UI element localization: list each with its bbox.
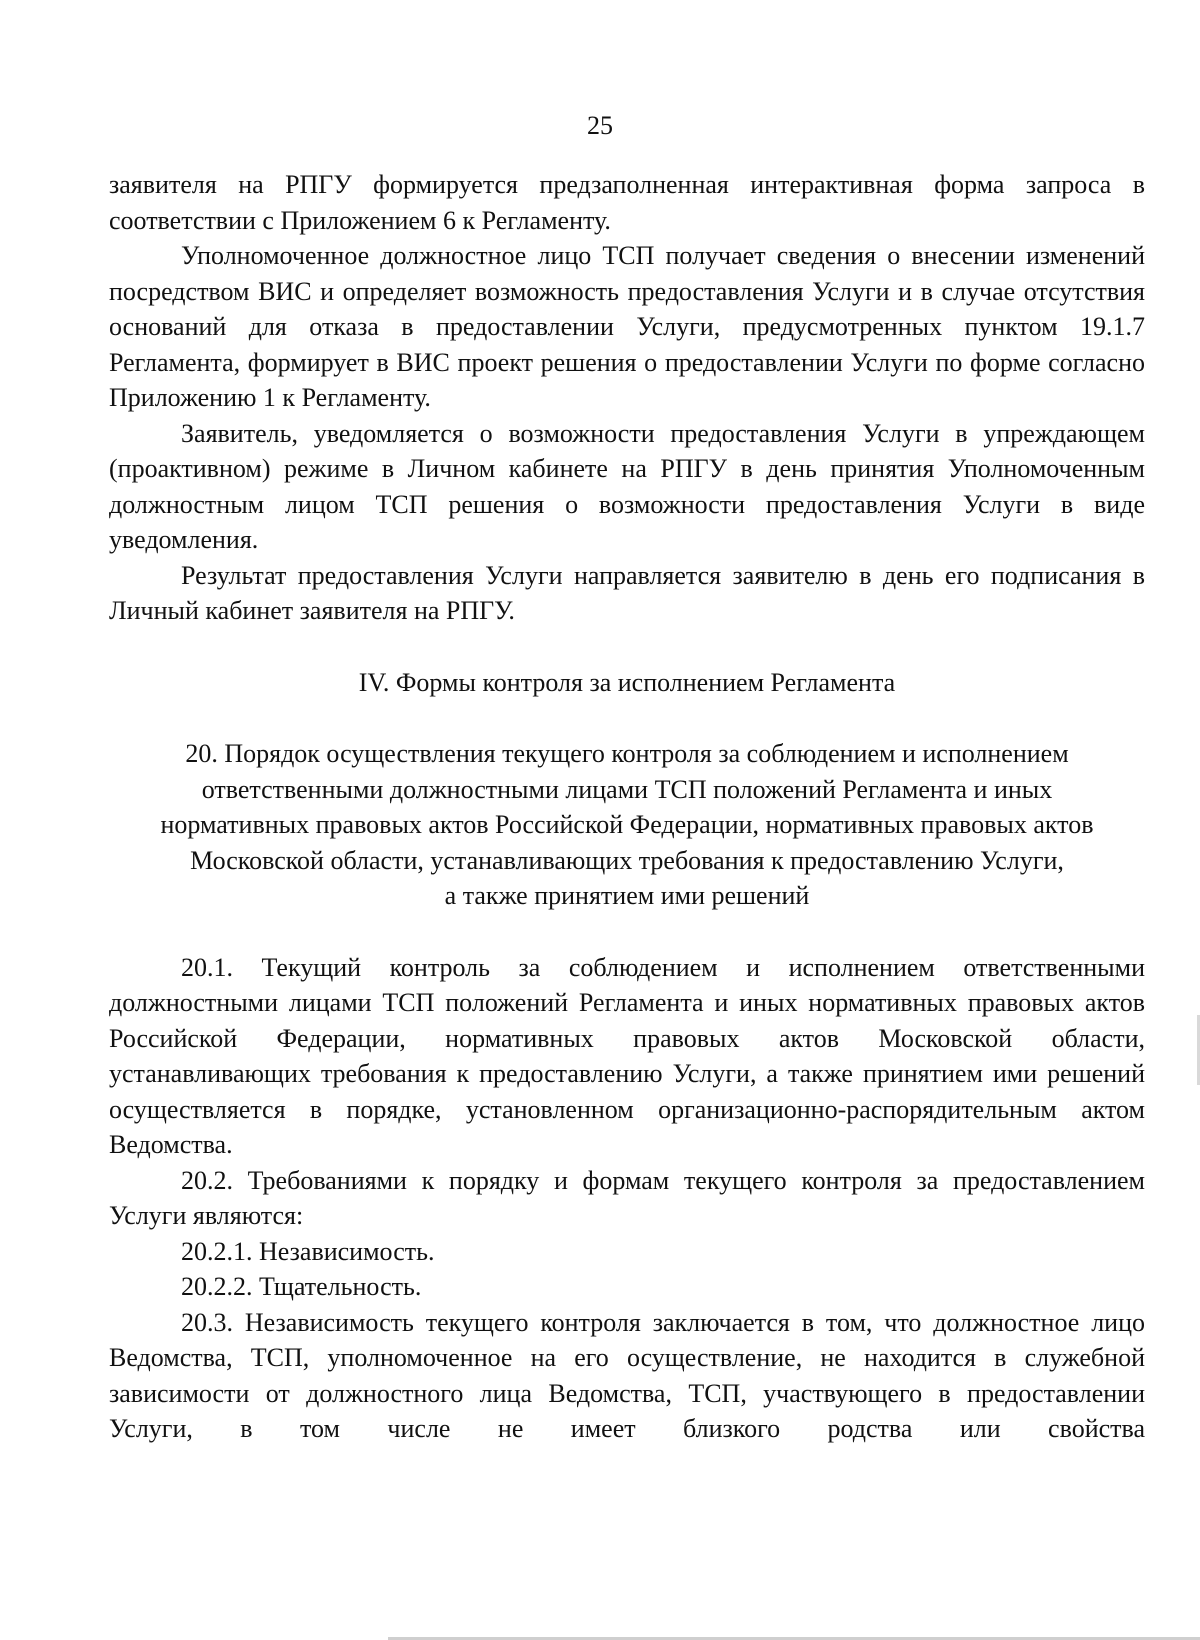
subsection-heading-line: Московской области, устанавливающих требования к предоставлению Услуги,	[190, 845, 1064, 875]
paragraph-continuation: заявителя на РПГУ формируется предзаполненная интерактивная форма запроса в соответствии с Приложением 6 к Регламенту.	[109, 170, 1145, 235]
page-number: 25	[587, 111, 613, 140]
paragraph-applicant-notified: Заявитель, уведомляется о возможности предоставления Услуги в упреждающем (проактивном) режиме в Личном кабинете на РПГУ в день принятия Уполномоченным должностным лицом ТСП решения о возможности предоставления Услуги в виде уведомления.	[109, 418, 1145, 554]
paragraph-20-2: 20.2. Требованиями к порядку и формам текущего контроля за предоставлением Услуги являются:	[109, 1165, 1145, 1230]
paragraph-20-2-2: 20.2.2. Тщательность.	[181, 1272, 422, 1301]
subsection-heading	[109, 736, 1145, 914]
subsection-heading-line: ответственными должностными лицами ТСП положений Регламента и иных	[201, 774, 1053, 804]
section-heading: IV. Формы контроля за исполнением Регламента	[358, 667, 896, 697]
paragraph-20-1: 20.1. Текущий контроль за соблюдением и исполнением ответственными должностными лицами ТСП положений Регламента и иных нормативных правовых актов Российской Федерации, нормативных правовых актов Московской области, устанавливающих требования к предоставлению Услуги, а также принятием ими решений осуществляется в порядке, установленном организационно-распорядительным актом Ведомства.	[109, 952, 1145, 1159]
paragraph-service-result: Результат предоставления Услуги направляется заявителю в день его подписания в Личный кабинет заявителя на РПГУ.	[109, 560, 1145, 625]
paragraph-20-3: 20.3. Независимость текущего контроля заключается в том, что должностное лицо Ведомства, ТСП, уполномоченное на его осуществление, не находится в служебной зависимости от должностного лица Ведомства, ТСП, участвующего в предоставлении Услуги, в том числе не имеет близкого родства или свойства	[109, 1307, 1145, 1443]
subsection-heading-line: 20. Порядок осуществления текущего контроля за соблюдением и исполнением	[185, 739, 1069, 768]
document-body	[109, 167, 1145, 1447]
paragraph-authorized-official: Уполномоченное должностное лицо ТСП получает сведения о внесении изменений посредством ВИС и определяет возможность предоставления Услуги и в случае отсутствия оснований для отказа в предоставлении Услуги, предусмотренных пунктом 19.1.7 Регламента, формирует в ВИС проект решения о предоставлении Услуги по форме согласно Приложению 1 к Регламенту.	[109, 241, 1145, 412]
heading-spacer	[109, 914, 1145, 950]
paragraph-20-2-1: 20.2.1. Независимость.	[181, 1236, 435, 1266]
subsection-heading-line: нормативных правовых актов Российской Федерации, нормативных правовых актов	[160, 810, 1094, 839]
subsection-heading-line: а также принятием ими решений	[444, 881, 810, 910]
